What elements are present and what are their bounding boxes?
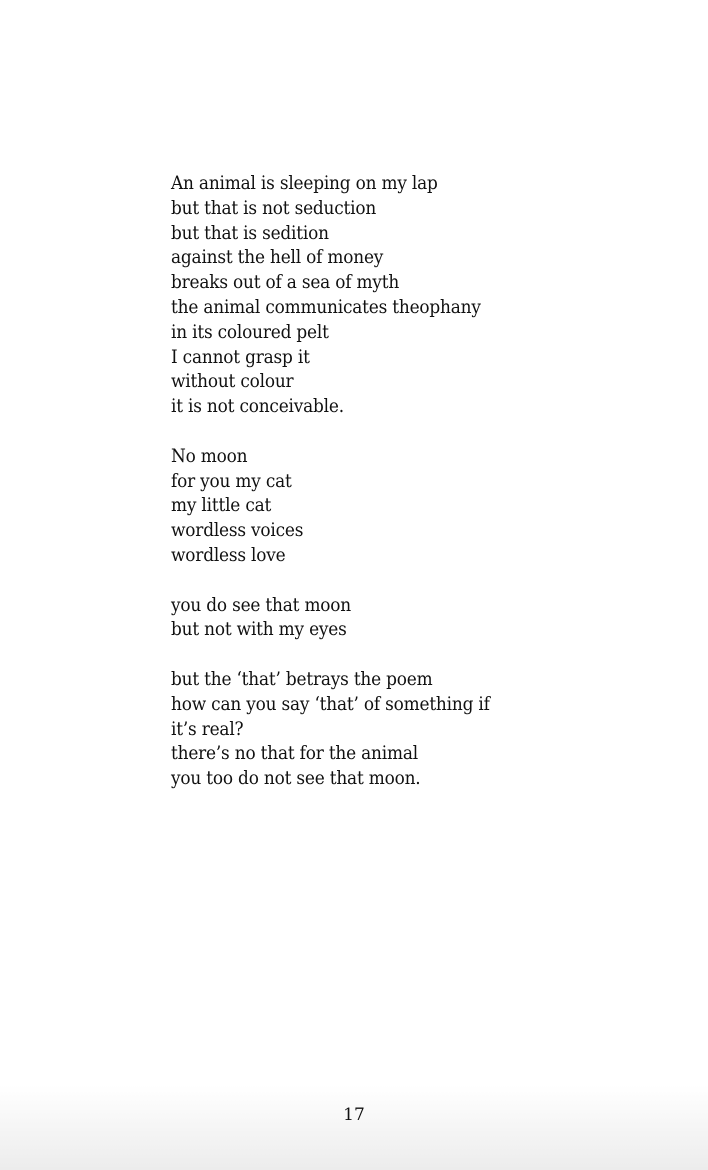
page-number: 17 (343, 1105, 365, 1125)
poem-line: the animal communicates theophany (171, 296, 481, 318)
stanza-2 (171, 445, 671, 569)
poem-line: my little cat (171, 495, 272, 517)
poem-line: in its coloured pelt (171, 321, 329, 343)
poem-line: how can you say ‘that’ of something if (171, 693, 490, 715)
poem-line: wordless voices (171, 520, 304, 542)
poem-line: it’s real? (171, 718, 244, 740)
poem-line: for you my cat (171, 470, 292, 492)
poem-line: An animal is sleeping on my lap (171, 173, 438, 194)
stanza-1 (171, 172, 671, 420)
stanza-3 (171, 594, 671, 644)
poem-line: No moon (171, 445, 248, 467)
poem-line: but that is sedition (171, 222, 329, 244)
stanza-4 (171, 668, 671, 792)
poem-line: but the ‘that’ betrays the poem (171, 668, 433, 690)
poem-line: without colour (171, 371, 294, 393)
poem-line: it is not conceivable. (171, 396, 344, 418)
poem-line: you too do not see that moon. (171, 768, 421, 790)
poem-line: against the hell of money (171, 247, 384, 269)
poem-line: there’s no that for the animal (171, 743, 418, 765)
poem-line: wordless love (171, 544, 286, 566)
poem-line: but that is not seduction (171, 197, 377, 219)
poem (171, 172, 671, 817)
poem-line: you do see that moon (171, 594, 352, 616)
poem-line: but not with my eyes (171, 619, 347, 641)
poem-line: I cannot grasp it (171, 346, 310, 368)
poem-line: breaks out of a sea of myth (171, 272, 400, 294)
